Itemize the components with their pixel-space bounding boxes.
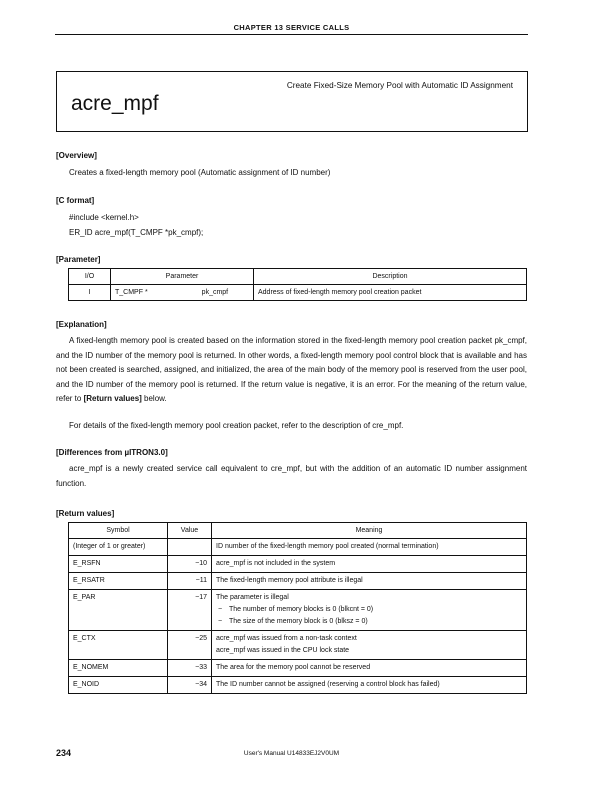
param-type: T_CMPF * xyxy=(115,289,148,296)
rv-symbol: E_PAR xyxy=(69,590,168,631)
rv-value: −33 xyxy=(168,660,212,677)
rv-meaning: acre_mpf was issued in the CPU lock state xyxy=(216,647,350,654)
col-io: I/O xyxy=(69,269,111,285)
rv-meaning-cell xyxy=(212,631,527,660)
col-parameter: Parameter xyxy=(111,269,254,285)
header-rule xyxy=(55,34,528,35)
table-row xyxy=(69,660,527,677)
col-symbol: Symbol xyxy=(69,523,168,539)
rv-symbol: (Integer of 1 or greater) xyxy=(69,539,168,556)
table-header-row xyxy=(69,523,527,539)
rv-meaning: The area for the memory pool cannot be reserved xyxy=(212,660,527,677)
rv-meaning: The fixed-length memory pool attribute is illegal xyxy=(212,573,527,590)
rv-value: −11 xyxy=(168,573,212,590)
param-cell xyxy=(111,285,254,301)
rv-meaning: The parameter is illegal xyxy=(216,594,289,601)
rv-value xyxy=(168,539,212,556)
rv-bullet: − The number of memory blocks is 0 (blkcnt = 0) xyxy=(216,604,522,616)
table-row xyxy=(69,556,527,573)
service-call-description: Create Fixed-Size Memory Pool with Automatic ID Assignment xyxy=(286,81,513,90)
service-call-name: acre_mpf xyxy=(71,92,159,115)
rv-meaning: acre_mpf was issued from a non-task context xyxy=(216,635,357,642)
c-format-prototype: ER_ID acre_mpf(T_CMPF *pk_cmpf); xyxy=(69,228,204,237)
explanation-tail: below. xyxy=(141,394,167,404)
param-description: Address of fixed-length memory pool creation packet xyxy=(254,285,527,301)
overview-text: Creates a fixed-length memory pool (Automatic assignment of ID number) xyxy=(69,168,331,177)
param-io: I xyxy=(69,285,111,301)
rv-symbol: E_RSFN xyxy=(69,556,168,573)
rv-value: −25 xyxy=(168,631,212,660)
rv-meaning: ID number of the fixed-length memory pool created (normal termination) xyxy=(212,539,527,556)
differences-text: acre_mpf is a newly created service call equivalent to cre_mpf, but with the addition of an automatic ID number assignment function. xyxy=(56,464,527,488)
dash-bullet-icon: − xyxy=(218,618,223,625)
param-name: pk_cmpf xyxy=(201,289,229,296)
parameter-heading: [Parameter] xyxy=(56,255,101,264)
explanation-paragraph-1 xyxy=(56,334,527,407)
table-row xyxy=(69,677,527,694)
rv-symbol: E_RSATR xyxy=(69,573,168,590)
rv-symbol: E_NOMEM xyxy=(69,660,168,677)
differences-paragraph xyxy=(56,462,527,491)
rv-meaning: The ID number cannot be assigned (reserving a control block has failed) xyxy=(212,677,527,694)
explanation-paragraph-2: For details of the fixed-length memory pool creation packet, refer to the description of cre_mpf. xyxy=(69,421,404,430)
table-row xyxy=(69,631,527,660)
col-value: Value xyxy=(168,523,212,539)
table-header-row xyxy=(69,269,527,285)
footer-manual-id: User's Manual U14833EJ2V0UM xyxy=(243,750,340,757)
page-number: 234 xyxy=(56,748,72,758)
return-values-heading: [Return values] xyxy=(56,509,115,518)
dash-bullet-icon: − xyxy=(218,606,223,613)
parameter-table xyxy=(68,268,527,301)
c-format-heading: [C format] xyxy=(56,196,95,205)
rv-bullet: − The size of the memory block is 0 (blksz = 0) xyxy=(216,616,522,628)
return-values-ref: [Return values] xyxy=(83,394,142,404)
rv-symbol: E_CTX xyxy=(69,631,168,660)
overview-heading: [Overview] xyxy=(56,151,97,160)
rv-value: −17 xyxy=(168,590,212,631)
rv-value: −10 xyxy=(168,556,212,573)
return-values-table xyxy=(68,522,527,694)
rv-value: −34 xyxy=(168,677,212,694)
table-row xyxy=(69,539,527,556)
table-row xyxy=(69,573,527,590)
table-row xyxy=(69,285,527,301)
c-format-include: #include <kernel.h> xyxy=(69,213,139,222)
title-box xyxy=(56,71,528,132)
running-header: CHAPTER 13 SERVICE CALLS xyxy=(233,23,350,32)
rv-meaning-cell xyxy=(212,590,527,631)
col-meaning: Meaning xyxy=(212,523,527,539)
differences-heading: [Differences from µITRON3.0] xyxy=(56,448,168,457)
table-row xyxy=(69,590,527,631)
explanation-text: A fixed-length memory pool is created based on the information stored in the fixed-length memory pool creation packet pk_cmpf, and the ID number of the memory pool is returned. In other words, a fixed-length memory pool control block that is available and has not been created is searched, assigned, and initialized, the area of the main body of the memory pool is reserved from the user pool, and the ID number of the memory pool is returned. If the return value is negative, it is an error. For the meaning of the return value, refer to xyxy=(56,336,527,404)
rv-symbol: E_NOID xyxy=(69,677,168,694)
rv-meaning: acre_mpf is not included in the system xyxy=(212,556,527,573)
explanation-heading: [Explanation] xyxy=(56,320,107,329)
col-description: Description xyxy=(254,269,527,285)
